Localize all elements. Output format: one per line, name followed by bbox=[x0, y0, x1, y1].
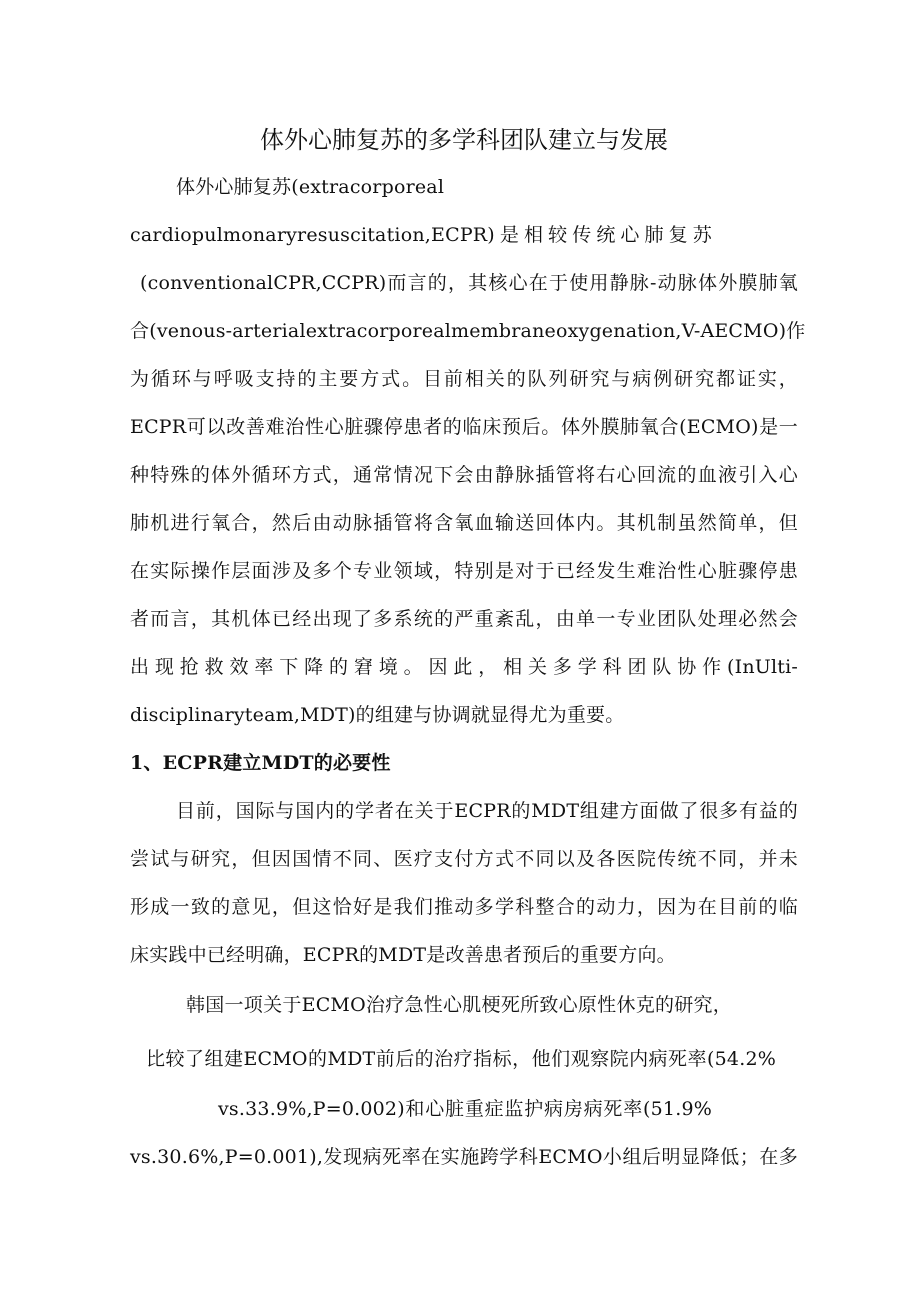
text-line: 目前，国际与国内的学者在关于ECPR的MDT组建方面做了很多有益的 bbox=[176, 800, 798, 822]
text-line: vs.30.6%,P=0.001),发现病死率在实施跨学科ECMO小组后明显降低；在多 bbox=[130, 1146, 798, 1168]
text-line: 床实践中已经明确，ECPR的MDT是改善患者预后的重要方向。 bbox=[130, 944, 676, 966]
text-line: 出现抢救效率下降的窘境。因此，相关多学科团队协作(InUlti- bbox=[130, 656, 798, 678]
text-line: vs.33.9%,P=0.002)和心脏重症监护病房病死率(51.9% bbox=[218, 1098, 712, 1120]
document-title: 体外心肺复苏的多学科团队建立与发展 bbox=[260, 126, 668, 154]
text-line: 形成一致的意见，但这恰好是我们推动多学科整合的动力，因为在目前的临 bbox=[130, 896, 798, 918]
text-line: 韩国一项关于ECMO治疗急性心肌梗死所致心原性休克的研究， bbox=[186, 994, 732, 1016]
text-line: 合(venous-arterialextracorporealmembraneoxygenation,V-AECMO)作 bbox=[130, 320, 806, 342]
text-line: 者而言，其机体已经出现了多系统的严重紊乱，由单一专业团队处理必然会 bbox=[130, 608, 798, 630]
text-line: 在实际操作层面涉及多个专业领域，特别是对于已经发生难治性心脏骤停患 bbox=[130, 560, 798, 582]
text-line: 肺机进行氧合，然后由动脉插管将含氧血输送回体内。其机制虽然简单，但 bbox=[130, 512, 798, 534]
text-line: ECPR可以改善难治性心脏骤停患者的临床预后。体外膜肺氧合(ECMO)是一 bbox=[130, 416, 798, 438]
text-line: 尝试与研究，但因国情不同、医疗支付方式不同以及各医院传统不同，并未 bbox=[130, 848, 798, 870]
text-line: (conventionalCPR,CCPR)而言的，其核心在于使用静脉-动脉体外膜肺氧 bbox=[140, 272, 798, 294]
text-line: 种特殊的体外循环方式，通常情况下会由静脉插管将右心回流的血液引入心 bbox=[130, 464, 798, 486]
text-line: disciplinaryteam,MDT)的组建与协调就显得尤为重要。 bbox=[130, 704, 625, 726]
text-line: cardiopulmonaryresuscitation,ECPR)是相较传统心肺复苏 bbox=[130, 224, 712, 246]
section-heading: 1、ECPR建立MDT的必要性 bbox=[130, 752, 391, 774]
text-line: 为循环与呼吸支持的主要方式。目前相关的队列研究与病例研究都证实， bbox=[130, 368, 798, 390]
text-line: 比较了组建ECMO的MDT前后的治疗指标，他们观察院内病死率(54.2% bbox=[146, 1048, 776, 1070]
text-line: 体外心肺复苏(extracorporeal bbox=[176, 176, 445, 198]
